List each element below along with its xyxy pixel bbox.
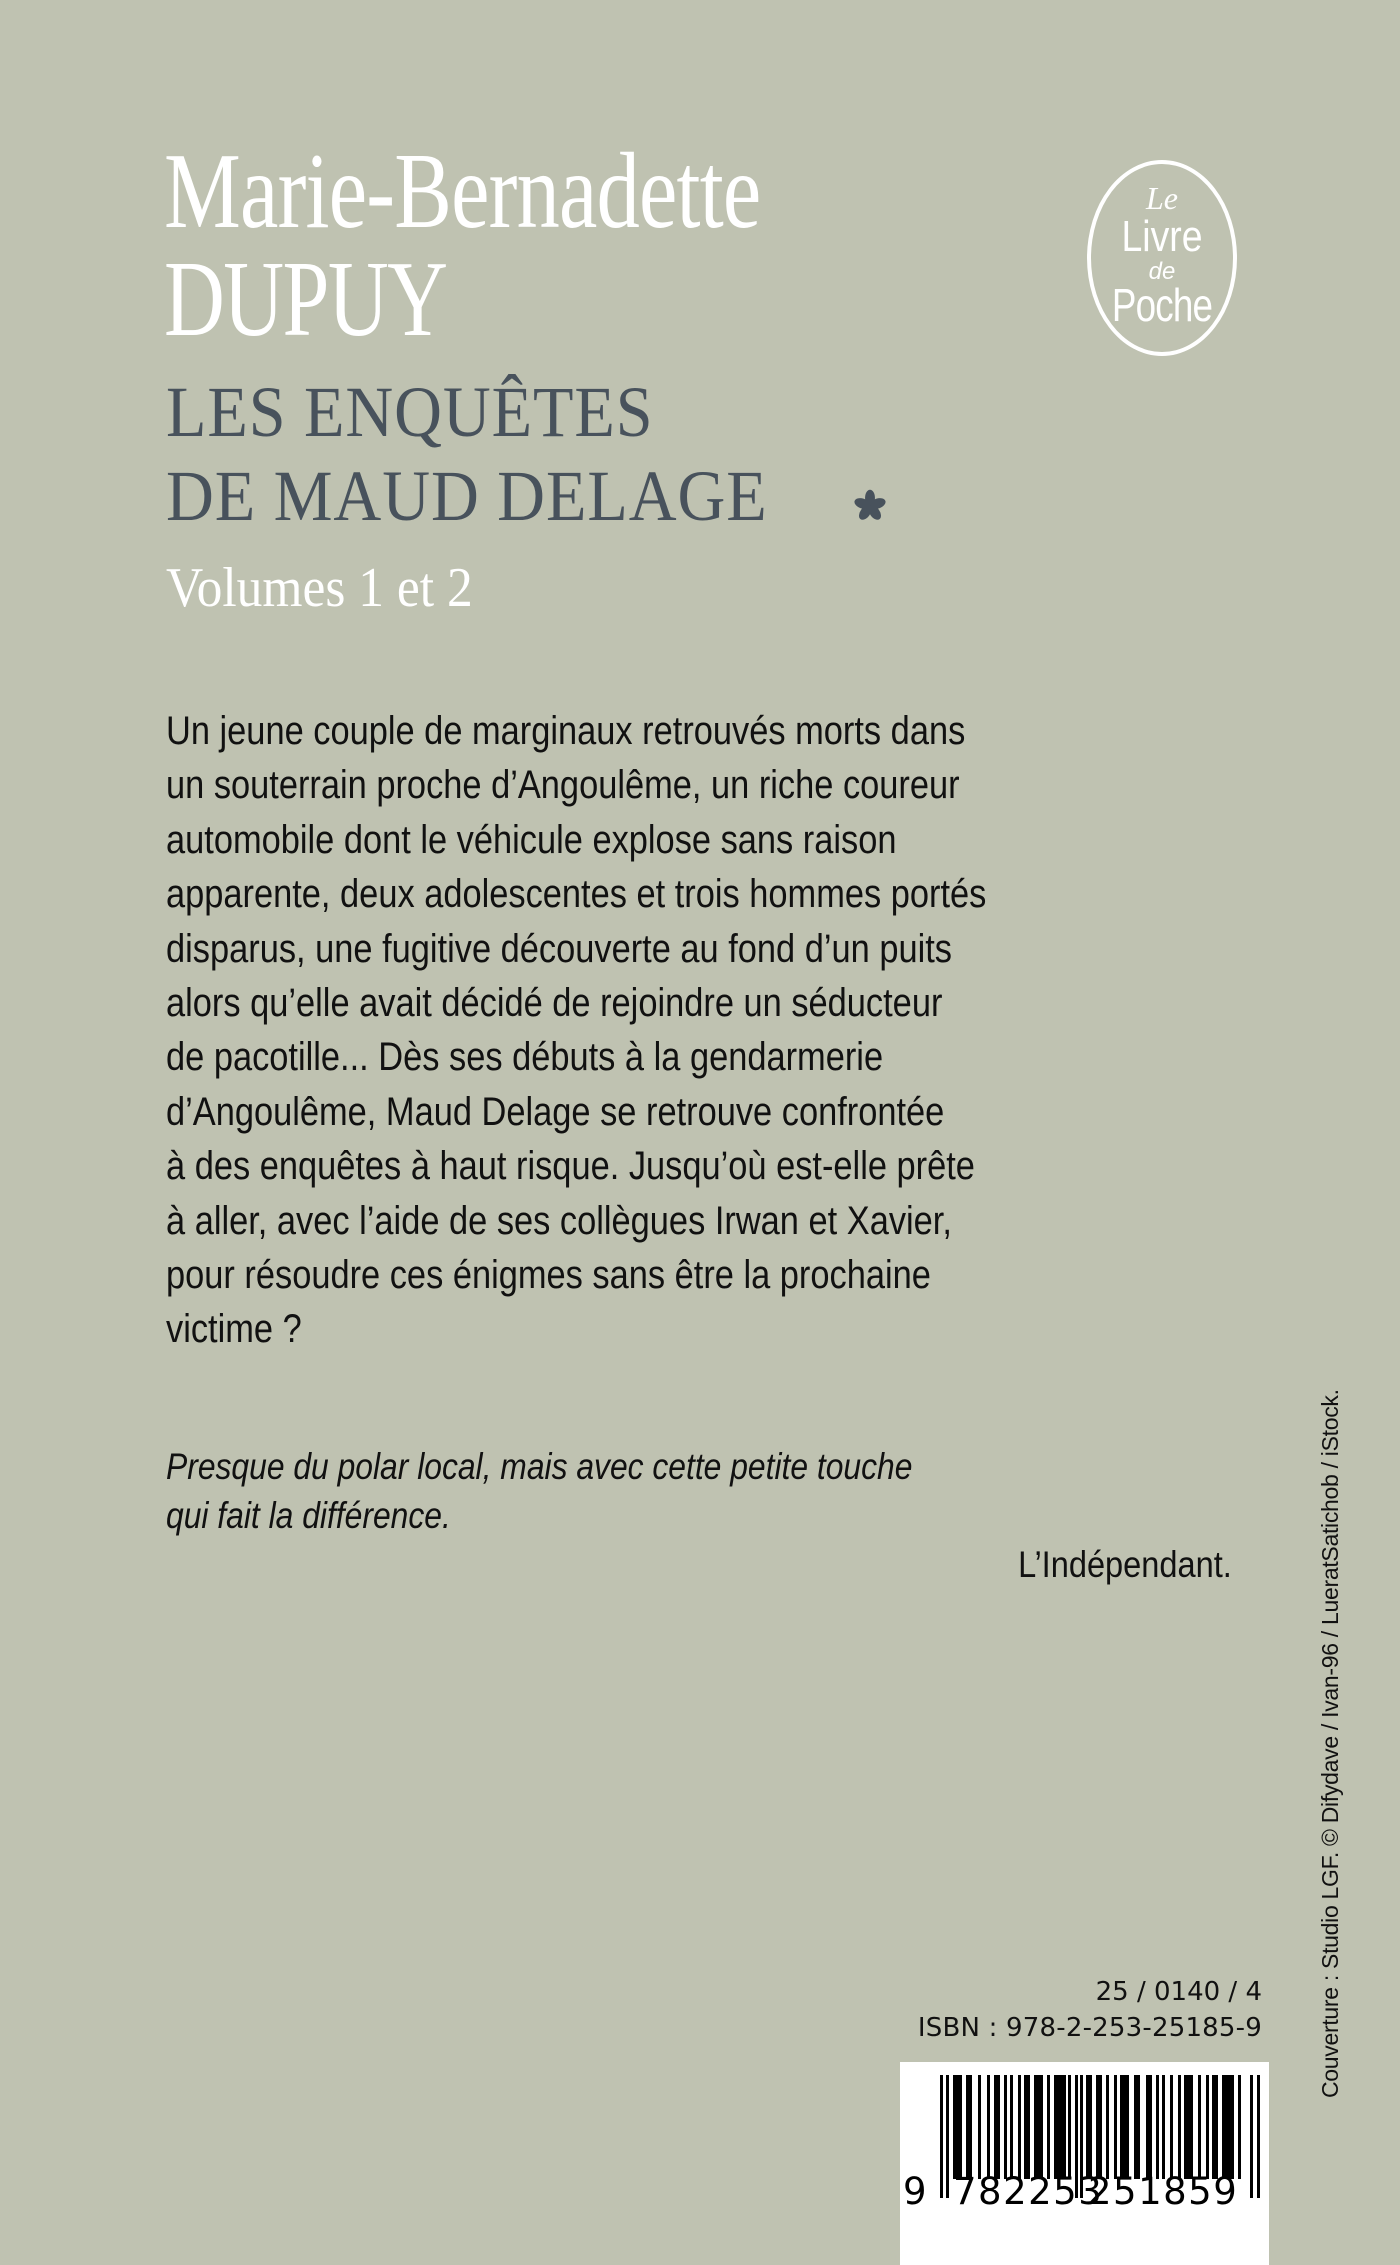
blurb-line: Un jeune couple de marginaux retrouvés morts dans	[166, 709, 966, 753]
publisher-logo	[1087, 160, 1237, 356]
press-quote-line: Presque du polar local, mais avec cette petite touche	[166, 1446, 913, 1487]
barcode	[900, 2062, 1269, 2265]
barcode-first-digit: 9	[903, 2170, 927, 2213]
author-first-names: Marie-Bernadette	[164, 132, 761, 251]
cover-credits-vertical: Couverture : Studio LGF. © Difydave / Ivan-96 / LueratSatichob / iStock.	[1317, 1389, 1343, 2098]
blurb-line: à aller, avec l’aide de ses collègues Irwan et Xavier,	[166, 1198, 952, 1243]
product-code: 25 / 0140 / 4	[1095, 1977, 1262, 2007]
blurb-line: à des enquêtes à haut risque. Jusqu’où est-elle prête	[166, 1144, 975, 1189]
flower-asterisk-icon	[852, 488, 888, 524]
blurb-paragraph	[166, 704, 1246, 1357]
author-last-name: DUPUY	[164, 240, 447, 359]
series-title-line-1: LES ENQUÊTES	[166, 372, 654, 452]
barcode-bars-icon	[900, 2062, 1269, 2265]
blurb-line: de pacotille... Dès ses débuts à la gendarmerie	[166, 1035, 884, 1080]
series-title-line-2: DE MAUD DELAGE	[166, 456, 768, 536]
blurb-line: apparente, deux adolescentes et trois hommes portés	[166, 872, 987, 917]
barcode-right-digits: 251859	[1088, 2170, 1239, 2213]
blurb-line: disparus, une fugitive découverte au fond d’un puits	[166, 926, 952, 971]
logo-text-le: Le	[1146, 180, 1178, 216]
blurb-line: automobile dont le véhicule explose sans raison	[166, 817, 897, 862]
logo-text-poche: Poche	[1111, 279, 1213, 331]
logo-text-livre: Livre	[1121, 212, 1203, 261]
blurb-line: pour résoudre ces énigmes sans être la prochaine	[166, 1253, 931, 1298]
barcode-left-digits: 782253	[953, 2170, 1104, 2213]
press-quote	[166, 1442, 1246, 1540]
press-quote-line: qui fait la différence.	[166, 1495, 451, 1536]
press-quote-source: L’Indépendant.	[1018, 1544, 1232, 1585]
volumes-subtitle: Volumes 1 et 2	[166, 557, 473, 619]
blurb-line: alors qu’elle avait décidé de rejoindre un séducteur	[166, 981, 943, 1026]
blurb-line: un souterrain proche d’Angoulême, un riche coureur	[166, 763, 960, 808]
isbn-number: ISBN : 978-2-253-25185-9	[917, 2013, 1262, 2043]
blurb-line: d’Angoulême, Maud Delage se retrouve confrontée	[166, 1089, 945, 1134]
blurb-line: victime ?	[166, 1307, 302, 1352]
logo-text-de: de	[1148, 258, 1176, 285]
